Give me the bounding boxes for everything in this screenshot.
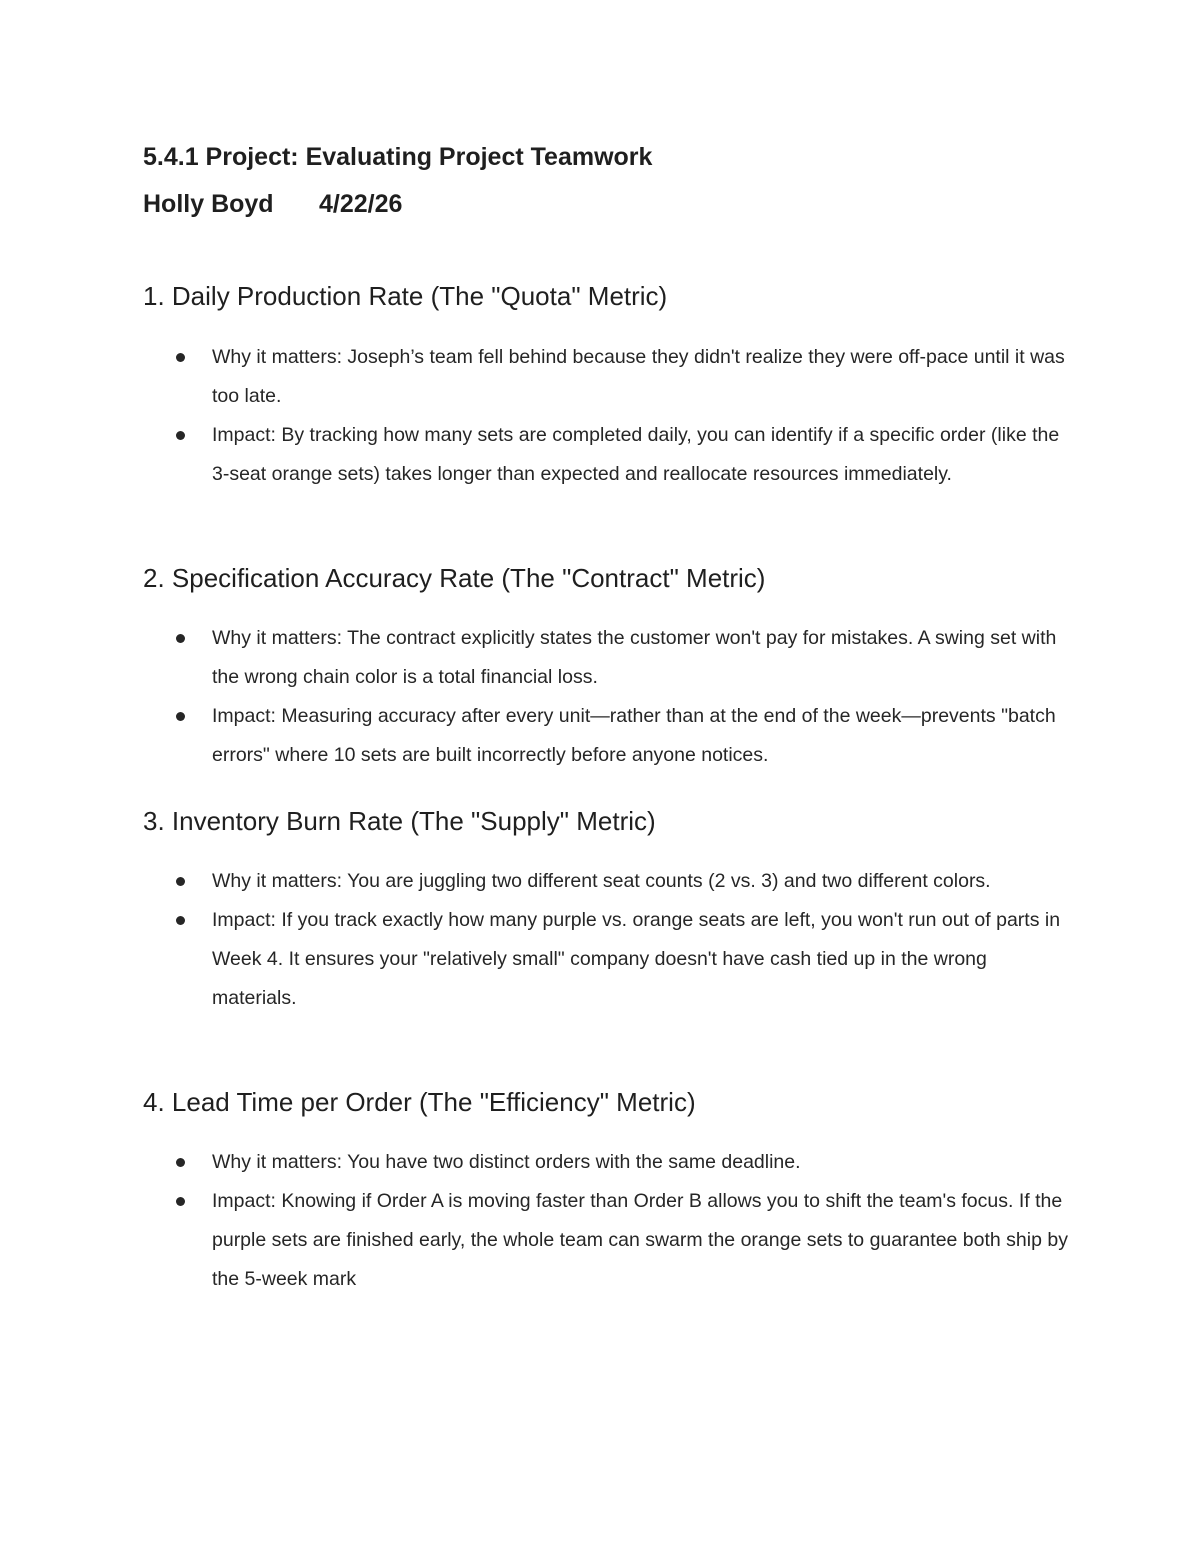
bullet-text: Why it matters: Joseph’s team fell behind because they didn't realize they were off-pace until it was too late. [212,346,1065,407]
bullet-icon [176,877,185,886]
list-item [176,862,1076,901]
bullet-text: Why it matters: The contract explicitly states the customer won't pay for mistakes. A swing set with the wrong chain color is a total financial loss. [212,627,1057,688]
bullet-text: Impact: By tracking how many sets are completed daily, you can identify if a specific order (like the 3-seat orange sets) takes longer than expected and reallocate resources immediately. [212,424,1060,485]
document-date: 4/22/26 [319,190,403,218]
bullet-text: Why it matters: You have two distinct orders with the same deadline. [212,1151,801,1173]
bullet-text: Impact: Knowing if Order A is moving faster than Order B allows you to shift the team's focus. If the purple sets are finished early, the whole team can swarm the orange sets to guarantee both ship by the 5-week mark [212,1190,1068,1290]
bullet-icon [176,916,185,925]
list-item [176,697,1076,775]
list-item [176,619,1076,697]
section-heading-specification-accuracy-rate: 2. Specification Accuracy Rate (The "Contract" Metric) [143,563,766,593]
section-heading-lead-time-per-order: 4. Lead Time per Order (The "Efficiency" Metric) [143,1087,696,1117]
section-heading-daily-production-rate: 1. Daily Production Rate (The "Quota" Metric) [143,281,668,311]
bullet-icon [176,712,185,721]
author-name: Holly Boyd [143,190,274,218]
document-byline [143,189,402,219]
bullet-icon [176,1158,185,1167]
section-4-bullet-list [176,1143,1076,1299]
list-item [176,901,1076,1018]
list-item [176,1182,1076,1299]
list-item [176,1143,1076,1182]
list-item [176,416,1076,494]
bullet-icon [176,634,185,643]
bullet-icon [176,1197,185,1206]
section-heading-inventory-burn-rate: 3. Inventory Burn Rate (The "Supply" Metric) [143,806,656,836]
bullet-icon [176,353,185,362]
section-3-bullet-list [176,862,1076,1018]
bullet-text: Why it matters: You are juggling two different seat counts (2 vs. 3) and two different colors. [212,870,991,892]
bullet-text: Impact: Measuring accuracy after every unit—rather than at the end of the week—prevents "batch errors" where 10 sets are built incorrectly before anyone notices. [212,705,1056,766]
bullet-text: Impact: If you track exactly how many purple vs. orange seats are left, you won't run out of parts in Week 4. It ensures your "relatively small" company doesn't have cash tied up in the wrong materials. [212,909,1061,1009]
section-2-bullet-list [176,619,1076,775]
list-item [176,338,1076,416]
bullet-icon [176,431,185,440]
document-title: 5.4.1 Project: Evaluating Project Teamwork [143,143,653,171]
section-1-bullet-list [176,338,1076,494]
